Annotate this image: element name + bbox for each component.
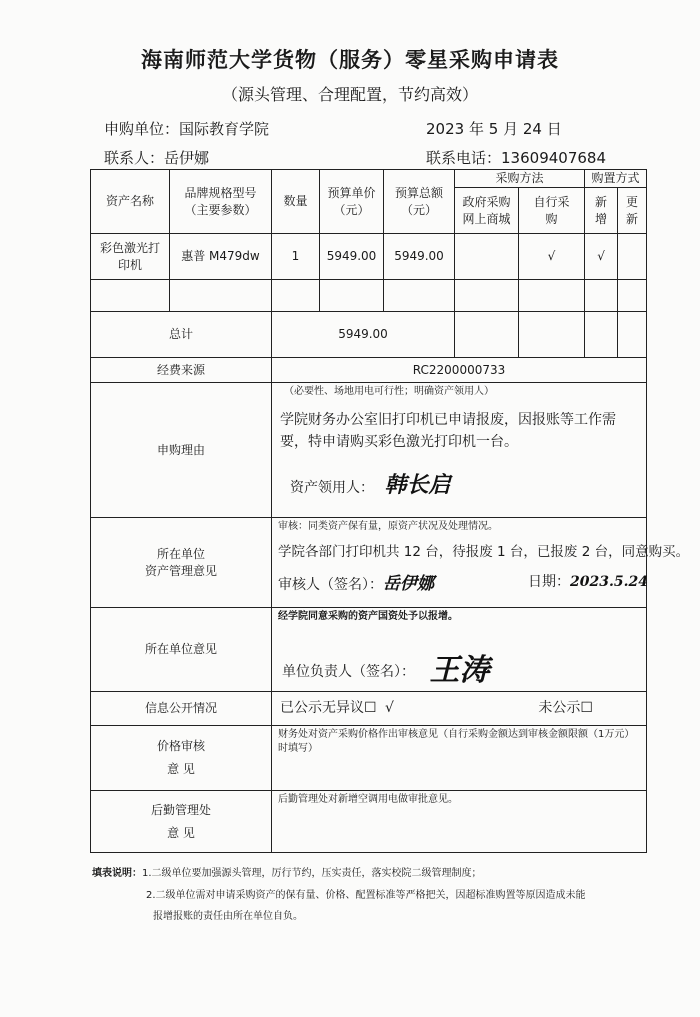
header-total: 预算总额 （元）	[384, 170, 455, 234]
applicant-unit	[104, 118, 269, 139]
disclosure-no: 未公示☐	[538, 700, 593, 717]
header-qty: 数量	[272, 170, 320, 234]
reason-text: 学院财务办公室旧打印机已申请报废，因报账等工作需要，特申请购买彩色激光打印机一台。	[280, 411, 616, 450]
asset-reviewer-label: 审核人（签名）：	[278, 576, 383, 593]
asset-date-value: 2023.5.24	[570, 573, 648, 590]
unit-opinion-row	[91, 608, 647, 692]
footer-label: 填表说明：	[92, 868, 142, 879]
unit-leader-signature: 王涛	[429, 652, 490, 688]
reason-note: （必要性、场地用电可行性；明确资产领用人）	[284, 386, 494, 397]
date-month-suffix: 月	[503, 120, 519, 138]
asset-opinion-row	[91, 518, 647, 608]
date-month: 5	[488, 120, 499, 138]
item-qty: 1	[272, 234, 320, 280]
contact-label: 联系人：	[104, 149, 165, 167]
disclosure-row	[91, 692, 647, 726]
reason-cell	[272, 383, 647, 518]
disclosure-yes: 已公示无异议☐	[280, 700, 377, 717]
unit-opinion-cell	[272, 608, 647, 692]
unit-opinion-label: 所在单位意见	[91, 608, 272, 692]
reason-user-signature: 韩长启	[384, 471, 451, 498]
fund-value: RC2200000733	[272, 358, 647, 383]
header-purchase-method: 采购方法	[455, 170, 585, 188]
date-year-suffix: 年	[468, 120, 484, 138]
item-method-self-check: √	[519, 234, 585, 280]
unit-leader-label: 单位负责人（签名）：	[282, 663, 415, 680]
date-year: 2023	[426, 120, 465, 138]
header-purchase-type: 购置方式	[585, 170, 647, 188]
phone-label: 联系电话：	[426, 149, 502, 167]
date-day: 24	[522, 120, 542, 138]
reason-row	[91, 383, 647, 518]
header-spec: 品牌规格型号 （主要参数）	[170, 170, 272, 234]
logistics-row	[91, 791, 647, 853]
item-unit-price: 5949.00	[320, 234, 384, 280]
price-review-row	[91, 726, 647, 791]
disclosure-label: 信息公开情况	[91, 692, 272, 726]
footer-note2-cont: 报增报账的责任由所在单位自负。	[153, 911, 303, 922]
footer-notes	[92, 864, 586, 922]
item-method-gov	[455, 234, 519, 280]
contact-phone	[426, 147, 606, 168]
asset-date-label: 日期：	[528, 573, 570, 590]
logistics-cell	[272, 791, 647, 853]
asset-opinion-label: 所在单位 资产管理意见	[91, 518, 272, 608]
header-method-self: 自行采 购	[519, 188, 585, 234]
asset-date	[528, 573, 648, 592]
price-review-cell	[272, 726, 647, 791]
fund-label: 经费来源	[91, 358, 272, 383]
item-spec: 惠普 M479dw	[170, 234, 272, 280]
contact-person	[104, 147, 209, 168]
date-day-suffix: 日	[546, 120, 562, 138]
unit-opinion-note: 经学院同意采购的资产国资处予以报增。	[278, 611, 458, 622]
item-total: 5949.00	[384, 234, 455, 280]
asset-reviewer	[272, 561, 646, 596]
asset-text: 学院各部门打印机共 12 台，待报废 1 台，已报废 2 台，同意购买。	[278, 543, 690, 560]
total-row	[91, 312, 647, 358]
reason-label: 申购理由	[91, 383, 272, 518]
fund-row	[91, 358, 647, 383]
logistics-label: 后勤管理处 意 见	[91, 791, 272, 853]
header-unit-price: 预算单价 （元）	[320, 170, 384, 234]
total-value: 5949.00	[272, 312, 455, 358]
empty-row	[91, 280, 647, 312]
purchase-form-table	[90, 169, 690, 853]
footer-note2: 2.二级单位需对申请采购资产的保有量、价格、配置标准等严格把关，因超标准购置等原因造成未能	[146, 890, 586, 901]
unit-leader	[272, 624, 646, 692]
header-method-gov: 政府采购 网上商城	[455, 188, 519, 234]
header-asset-name: 资产名称	[91, 170, 170, 234]
contact-value: 岳伊娜	[164, 149, 210, 167]
item-name: 彩色激光打 印机	[91, 234, 170, 280]
reason-user	[272, 453, 646, 501]
disclosure-cell	[272, 692, 647, 726]
applicant-unit-label: 申购单位：	[104, 120, 180, 138]
form-subtitle: （源头管理、合理配置，节约高效）	[221, 85, 478, 104]
phone-value: 13609407684	[501, 149, 606, 167]
price-review-label: 价格审核 意 见	[91, 726, 272, 791]
asset-note: 审核：同类资产保有量，原资产状况及处理情况。	[278, 521, 498, 532]
asset-reviewer-signature: 岳伊娜	[383, 573, 434, 594]
footer-line1	[92, 864, 586, 879]
header-type-update: 更 新	[618, 188, 647, 234]
form-title: 海南师范大学货物（服务）零星采购申请表	[141, 48, 559, 72]
logistics-note: 后勤管理处对新增空调用电做审批意见。	[278, 794, 458, 805]
item-row	[91, 234, 647, 280]
application-date	[426, 118, 562, 139]
item-type-update	[618, 234, 647, 280]
reason-user-label: 资产领用人：	[290, 479, 374, 496]
header-type-new: 新 增	[585, 188, 618, 234]
footer-note1: 1.二级单位要加强源头管理，厉行节约，压实责任，落实校院二级管理制度；	[142, 868, 482, 879]
price-review-note: 财务处对资产采购价格作出审核意见（自行采购金额达到审核金额限额（1万元）时填写）	[278, 729, 635, 754]
applicant-unit-value: 国际教育学院	[179, 120, 270, 138]
item-type-new-check: √	[585, 234, 618, 280]
disclosure-yes-check: √	[385, 700, 394, 717]
asset-opinion-cell	[272, 518, 690, 608]
total-label: 总计	[91, 312, 272, 358]
